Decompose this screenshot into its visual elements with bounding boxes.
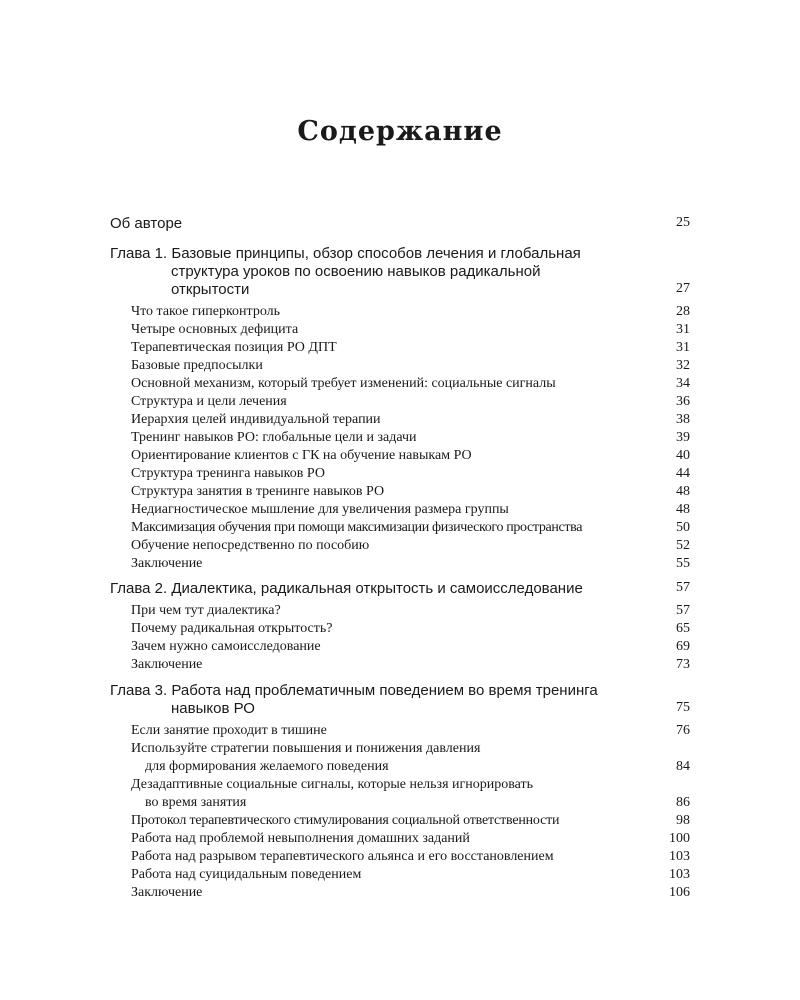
toc-item-title: Четыре основных дефицита (131, 322, 299, 337)
toc-page-number: 25 (676, 215, 690, 230)
chapter-1-heading-cont-2 (0, 281, 800, 301)
toc-item-title: Почему радикальная открытость? (131, 621, 333, 636)
toc-item-title: Заключение (131, 556, 203, 571)
toc-item-title: Основной механизм, который требует изменений: социальные сигналы (131, 376, 556, 391)
toc-item-page: 36 (676, 394, 690, 409)
toc-item-page: 103 (669, 849, 690, 864)
toc-item-page: 48 (676, 484, 690, 499)
toc-item (0, 603, 800, 623)
chapter-1-title-line-2: структура уроков по освоению навыков радикальной (171, 263, 541, 280)
chapter-3-title-line-2: навыков РО (171, 700, 255, 717)
toc-item (0, 484, 800, 504)
toc-item-title: При чем тут диалектика? (131, 603, 281, 618)
toc-item (0, 376, 800, 396)
toc-item (0, 502, 800, 522)
toc-item (0, 741, 800, 761)
toc-item-page: 98 (676, 813, 690, 828)
toc-item (0, 813, 800, 833)
toc-item-page: 65 (676, 621, 690, 636)
toc-item-page: 38 (676, 412, 690, 427)
toc-item (0, 340, 800, 360)
toc-item (0, 723, 800, 743)
chapter-1-title-line-3: открытости (171, 281, 250, 298)
toc-item-cont (0, 759, 800, 779)
toc-item (0, 831, 800, 851)
toc-item (0, 394, 800, 414)
toc-item (0, 322, 800, 342)
toc-item-title-cont: во время занятия (145, 795, 247, 810)
toc-item-title: Структура занятия в тренинге навыков РО (131, 484, 385, 499)
toc-item (0, 466, 800, 486)
toc-item-cont (0, 795, 800, 815)
toc-item-page: 69 (676, 639, 690, 654)
toc-item-title: Дезадаптивные социальные сигналы, которые нельзя игнорировать (131, 777, 534, 792)
toc-item-title: Заключение (131, 657, 203, 672)
toc-item-page: 106 (669, 885, 690, 900)
toc-item-title: Работа над проблемой невыполнения домашних заданий (131, 831, 470, 846)
chapter-2-title-line-1: Глава 2. Диалектика, радикальная открытость и самоисследование (110, 580, 583, 597)
toc-item-page: 73 (676, 657, 690, 672)
toc-item (0, 639, 800, 659)
chapter-3-title-line-1: Глава 3. Работа над проблематичным поведением во время тренинга (110, 682, 598, 699)
chapter-2-page: 57 (676, 580, 690, 595)
toc-item (0, 520, 800, 540)
toc-item-title: Максимизация обучения при помощи максимизации физического пространства (131, 520, 583, 535)
toc-item-title: Используйте стратегии повышения и понижения давления (131, 741, 481, 756)
toc-item-page: 39 (676, 430, 690, 445)
toc-item (0, 556, 800, 576)
chapter-3-page: 75 (676, 700, 690, 715)
toc-item-title: Структура тренинга навыков РО (131, 466, 325, 481)
page-title: Содержание (297, 116, 503, 147)
toc-item-page: 28 (676, 304, 690, 319)
toc-item-title: Протокол терапевтического стимулирования социальной ответственности (131, 813, 560, 828)
chapter-1-heading (0, 245, 800, 265)
toc-item-title: Тренинг навыков РО: глобальные цели и задачи (131, 430, 417, 445)
toc-item-page: 55 (676, 556, 690, 571)
toc-item-title: Обучение непосредственно по пособию (131, 538, 370, 553)
toc-item (0, 849, 800, 869)
toc-item (0, 412, 800, 432)
toc-item (0, 777, 800, 797)
chapter-3-heading (0, 682, 800, 702)
toc-item (0, 538, 800, 558)
toc-item-page: 48 (676, 502, 690, 517)
toc-item-title: Структура и цели лечения (131, 394, 287, 409)
toc-item-page: 84 (676, 759, 690, 774)
toc-item (0, 621, 800, 641)
chapter-2-heading (0, 580, 800, 600)
toc-item-page: 86 (676, 795, 690, 810)
toc-item-page: 31 (676, 322, 690, 337)
toc-entry-title: Об авторе (110, 215, 183, 232)
toc-item-title: Работа над разрывом терапевтического альянса и его восстановлением (131, 849, 554, 864)
chapter-1-heading-cont (0, 263, 800, 283)
toc-item (0, 867, 800, 887)
toc-item-page: 50 (676, 520, 690, 535)
toc-item-page: 103 (669, 867, 690, 882)
toc-entry-about (0, 215, 800, 235)
chapter-1-page: 27 (676, 281, 690, 296)
toc-item-title: Заключение (131, 885, 203, 900)
toc-item-page: 34 (676, 376, 690, 391)
toc-item-title: Базовые предпосылки (131, 358, 263, 373)
toc-item-title: Работа над суицидальным поведением (131, 867, 362, 882)
toc-item (0, 885, 800, 905)
toc-item-title: Что такое гиперконтроль (131, 304, 281, 319)
toc-item-page: 100 (669, 831, 690, 846)
toc-item-page: 57 (676, 603, 690, 618)
toc-item-title: Зачем нужно самоисследование (131, 639, 321, 654)
toc-item (0, 304, 800, 324)
toc-item-title: Иерархия целей индивидуальной терапии (131, 412, 381, 427)
toc-item-page: 76 (676, 723, 690, 738)
toc-item-page: 44 (676, 466, 690, 481)
toc-item-page: 31 (676, 340, 690, 355)
chapter-3-heading-cont (0, 700, 800, 720)
toc-item-page: 32 (676, 358, 690, 373)
toc-item-title: Ориентирование клиентов с ГК на обучение навыкам РО (131, 448, 472, 463)
chapter-1-title-line-1: Глава 1. Базовые принципы, обзор способов лечения и глобальная (110, 245, 581, 262)
toc-item (0, 448, 800, 468)
toc-item (0, 430, 800, 450)
toc-item-page: 40 (676, 448, 690, 463)
toc-item-page: 52 (676, 538, 690, 553)
toc-item-title: Если занятие проходит в тишине (131, 723, 327, 738)
toc-item (0, 358, 800, 378)
toc-item-title: Недиагностическое мышление для увеличения размера группы (131, 502, 509, 517)
toc-item-title: Терапевтическая позиция РО ДПТ (131, 340, 337, 355)
toc-item (0, 657, 800, 677)
toc-item-title-cont: для формирования желаемого поведения (145, 759, 389, 774)
